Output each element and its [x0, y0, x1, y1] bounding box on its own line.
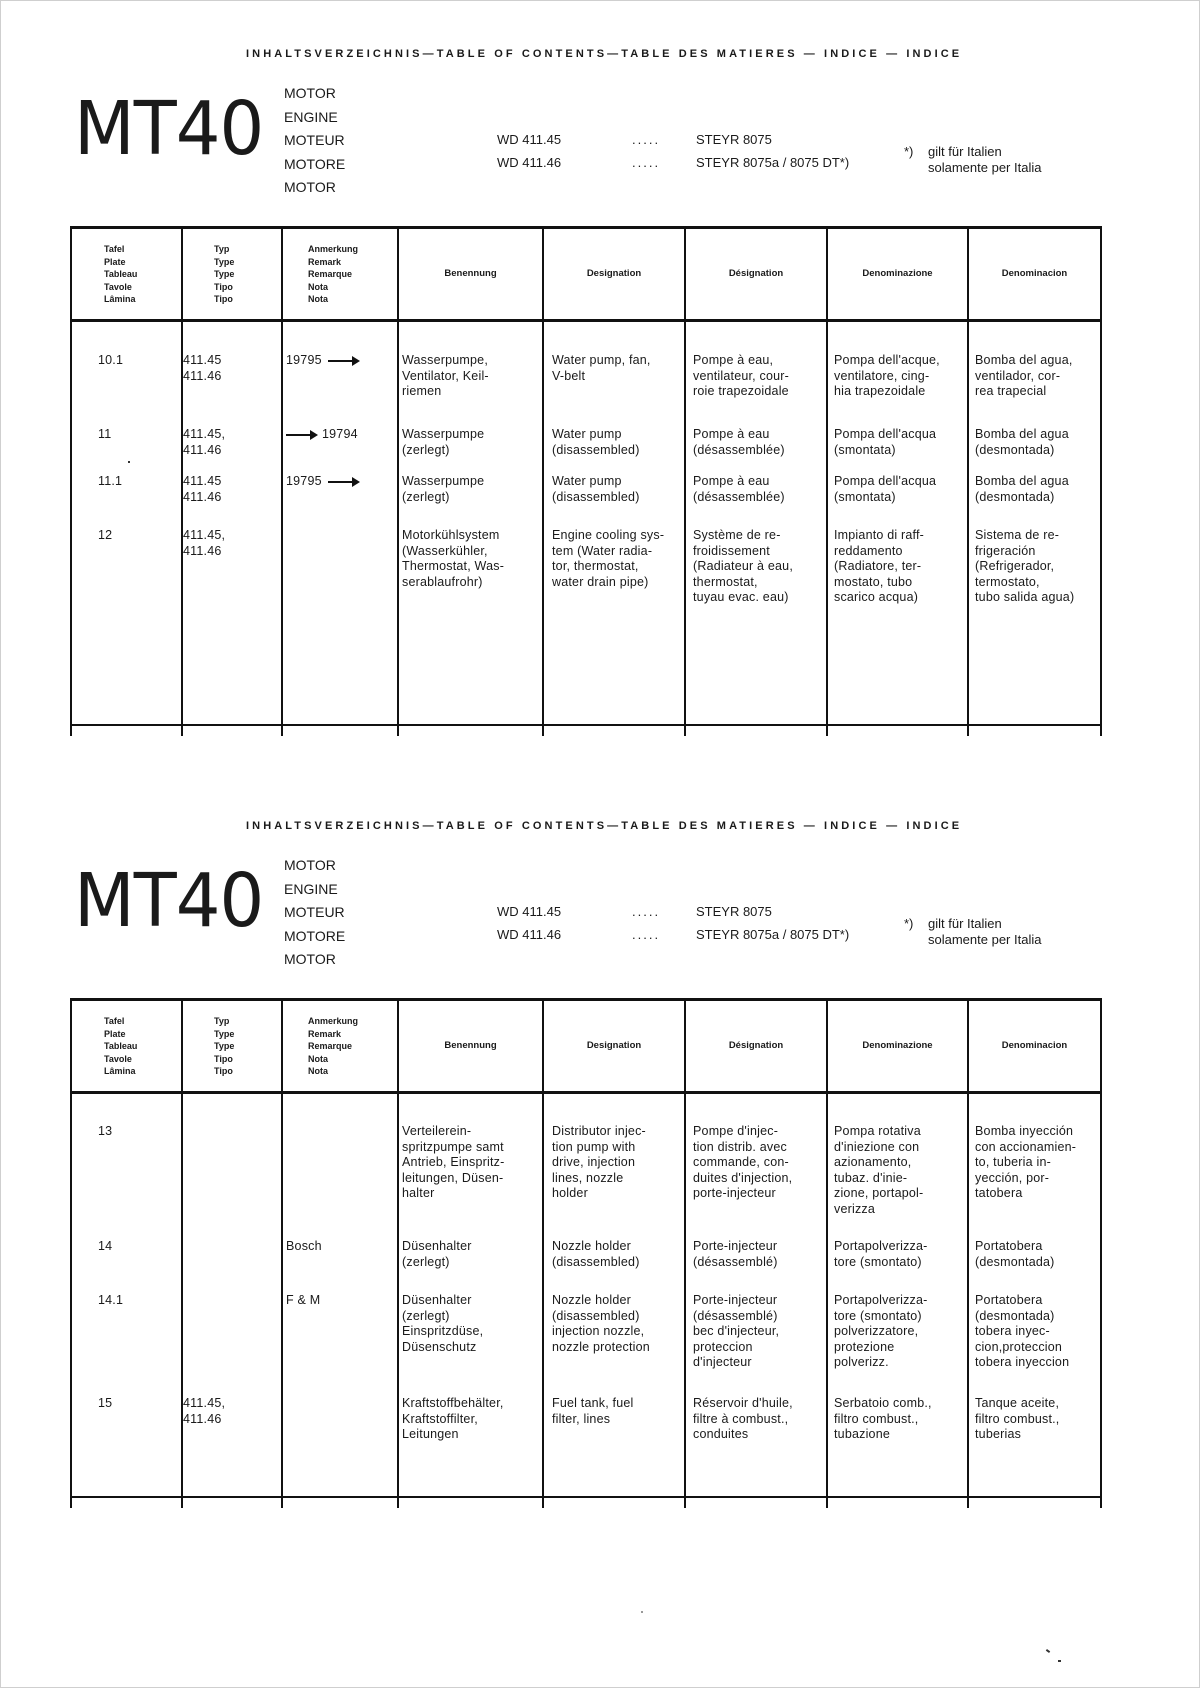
designation-fr	[693, 528, 793, 606]
cell-line: froidissement	[693, 543, 770, 558]
cell-line: holder	[552, 1186, 588, 1201]
cell-line: ventilador, cor-	[975, 368, 1061, 383]
scan-speck	[128, 461, 130, 463]
cell-line: Porte-injecteur	[693, 1293, 778, 1307]
header-designation-en: Designation	[586, 268, 642, 279]
column-rule	[684, 998, 686, 1508]
designation-fr	[693, 1239, 778, 1270]
cell-line: ventilatore, cing-	[834, 368, 930, 383]
cell-line: Water pump, fan,	[552, 353, 651, 367]
scan-speck	[1058, 1660, 1061, 1662]
cell-line: Antrieb, Einspritz-	[402, 1155, 505, 1170]
table-top-rule	[70, 226, 1102, 229]
model-code: MT40	[74, 858, 264, 944]
cell-line: tuyau evac. eau)	[693, 590, 789, 605]
footnote	[904, 916, 1041, 948]
model-number: WD 411.46	[497, 155, 562, 170]
cell-line: ventilateur, cour-	[693, 368, 790, 383]
cell-line: Kraftstoffbehälter,	[402, 1396, 504, 1410]
designation-de	[402, 427, 484, 458]
header-denominacion: Denominacion	[1001, 268, 1068, 279]
column-rule	[967, 998, 969, 1508]
plate-number: 11	[98, 427, 112, 441]
cell-line: (Radiatore, ter-	[834, 559, 922, 574]
cell-line: (Radiateur à eau,	[693, 559, 793, 574]
cell-line: thermostat,	[693, 574, 758, 589]
cell-line: (desmontada)	[975, 442, 1055, 457]
contents-table	[70, 998, 1102, 1508]
designation-de	[402, 474, 484, 505]
header-bottom-rule	[70, 1091, 1102, 1094]
cell-line: Bomba del agua	[975, 474, 1069, 488]
designation-it	[834, 1396, 932, 1443]
remark-text: 19794	[322, 427, 358, 441]
cell-line: tubo salida agua)	[975, 590, 1075, 605]
cell-line: injection nozzle,	[552, 1324, 645, 1339]
cell-line: Pompa rotativa	[834, 1124, 921, 1138]
cell-line: halter	[402, 1186, 435, 1201]
arrow-right-icon	[328, 360, 354, 362]
header-anmerkung: Anmerkung Remark Remarque Nota Nota	[308, 244, 359, 304]
column-rule	[542, 226, 544, 736]
header-designation-fr: Désignation	[728, 268, 784, 279]
table-top-rule	[70, 998, 1102, 1001]
cell-line: (Wasserkühler,	[402, 543, 488, 558]
cell-line: (zerlegt)	[402, 489, 450, 504]
column-rule	[70, 226, 72, 736]
heading-it: MOTORE	[284, 155, 346, 172]
column-rule	[70, 998, 72, 1508]
cell-line: porte-injecteur	[693, 1186, 776, 1201]
header-benennung: Benennung	[444, 268, 497, 279]
model-line	[497, 923, 849, 946]
cell-line: Bomba inyección	[975, 1124, 1074, 1138]
heading-fr: MOTEUR	[284, 132, 345, 148]
cell-line: Engine cooling sys-	[552, 528, 665, 542]
designation-es	[975, 528, 1074, 606]
designation-en	[552, 474, 640, 505]
cell-line: (disassembled)	[552, 1254, 640, 1269]
tractor-name: STEYR 8075a / 8075 DT*)	[696, 927, 850, 942]
cell-line: yección, por-	[975, 1170, 1050, 1185]
cell-line: tion distrib. avec	[693, 1139, 787, 1154]
cell-line: verizza	[834, 1201, 875, 1216]
cell-line: spritzpumpe samt	[402, 1139, 504, 1154]
designation-de	[402, 528, 504, 590]
cell-line: tore (smontato)	[834, 1308, 922, 1323]
designation-it	[834, 1293, 928, 1371]
footnote-line-1: gilt für Italien	[928, 916, 1002, 931]
plate-number: 11.1	[98, 474, 123, 488]
model-code: MT40	[74, 86, 264, 172]
cell-line: (désassemblé)	[693, 1254, 778, 1269]
designation-fr	[693, 1293, 779, 1371]
cell-line: riemen	[402, 384, 442, 399]
column-rule	[967, 226, 969, 736]
cell-line: Water pump	[552, 427, 622, 441]
header-typ: Typ Type Type Tipo Tipo	[214, 1016, 235, 1076]
cell-line: Leitungen	[402, 1427, 459, 1442]
cell-line: mostato, tubo	[834, 574, 913, 589]
toc-title: INHALTSVERZEICHNIS—TABLE OF CONTENTS—TABLE DES MATIERES — INDICE — INDICE	[246, 820, 963, 832]
remark-cell	[286, 474, 354, 490]
cell-line: Pompe à eau	[693, 474, 770, 488]
cell-line: (désassemblée)	[693, 489, 785, 504]
cell-line: (disassembled)	[552, 489, 640, 504]
footnote-line-2: solamente per Italia	[928, 932, 1042, 947]
heading-es: MOTOR	[284, 179, 336, 195]
cell-line: protezione	[834, 1339, 895, 1354]
designation-en	[552, 528, 664, 590]
heading-es: MOTOR	[284, 951, 336, 967]
cell-line: (Refrigerador,	[975, 559, 1055, 574]
cell-line: filtro combust.,	[834, 1411, 919, 1426]
designation-en	[552, 427, 640, 458]
cell-line: 411.45	[183, 474, 222, 488]
type-cell	[183, 474, 222, 505]
cell-line: Portatobera	[975, 1293, 1043, 1307]
cell-line: Bomba del agua	[975, 427, 1069, 441]
heading-de: MOTOR	[284, 85, 336, 101]
type-cell	[183, 353, 222, 384]
arrow-right-icon	[286, 434, 312, 436]
cell-line: duites d'injection,	[693, 1170, 793, 1185]
cell-line: (desmontada)	[975, 489, 1055, 504]
cell-line: zione, portapol-	[834, 1186, 924, 1201]
type-cell	[183, 427, 225, 458]
cell-line: 411.46	[183, 442, 222, 457]
tractor-name: STEYR 8075	[696, 904, 772, 919]
column-rule	[397, 226, 399, 736]
cell-line: roie trapezoidale	[693, 384, 789, 399]
model-line	[497, 151, 849, 174]
cell-line: Portatobera	[975, 1239, 1043, 1253]
cell-line: bec d'injecteur,	[693, 1324, 780, 1339]
designation-de	[402, 1239, 472, 1270]
cell-line: Pompa dell'acque,	[834, 353, 940, 367]
cell-line: Portapolverizza-	[834, 1293, 928, 1307]
leader-dots: .....	[632, 132, 661, 147]
cell-line: tobera inyec-	[975, 1324, 1050, 1339]
designation-de	[402, 1396, 504, 1443]
cell-line: filter, lines	[552, 1411, 611, 1426]
cell-line: Fuel tank, fuel	[552, 1396, 634, 1410]
cell-line: rea trapecial	[975, 384, 1047, 399]
leader-dots: .....	[632, 155, 661, 170]
header-bottom-rule	[70, 319, 1102, 322]
designation-de	[402, 1124, 504, 1202]
toc-page-2	[0, 820, 1200, 1580]
designation-es	[975, 474, 1069, 505]
footnote-line-2: solamente per Italia	[928, 160, 1042, 175]
designation-en	[552, 1396, 634, 1427]
cell-line: nozzle protection	[552, 1339, 650, 1354]
column-rule	[542, 998, 544, 1508]
plate-number: 15	[98, 1396, 113, 1410]
cell-line: conduites	[693, 1427, 749, 1442]
tractor-name: STEYR 8075a / 8075 DT*)	[696, 155, 850, 170]
footnote	[904, 144, 1041, 176]
scan-speck	[641, 1611, 643, 1613]
model-line	[497, 128, 849, 151]
designation-en	[552, 1124, 646, 1202]
cell-line: tion pump with	[552, 1139, 636, 1154]
cell-line: (zerlegt)	[402, 1254, 450, 1269]
cell-line: (desmontada)	[975, 1254, 1055, 1269]
remark-cell	[286, 1293, 320, 1309]
header-benennung: Benennung	[444, 1040, 497, 1051]
cell-line: Motorkühlsystem	[402, 528, 500, 542]
cell-line: Nozzle holder	[552, 1293, 632, 1307]
cell-line: Distributor injec-	[552, 1124, 646, 1138]
cell-line: con accionamien-	[975, 1139, 1077, 1154]
model-number: WD 411.46	[497, 927, 562, 942]
designation-it	[834, 528, 924, 606]
cell-line: Système de re-	[693, 528, 781, 542]
column-rule	[826, 998, 828, 1508]
header-denominazione: Denominazione	[862, 1040, 933, 1051]
leader-dots: .....	[632, 904, 661, 919]
cell-line: polverizz.	[834, 1355, 889, 1370]
table-bottom-rule	[70, 1496, 1102, 1498]
table-bottom-rule	[70, 724, 1102, 726]
designation-fr	[693, 353, 789, 400]
designation-fr	[693, 474, 785, 505]
designation-es	[975, 1293, 1069, 1371]
header-designation-en: Designation	[586, 1040, 642, 1051]
cell-line: Pompe à eau	[693, 427, 770, 441]
cell-line: drive, injection	[552, 1155, 636, 1170]
model-list	[497, 128, 849, 174]
cell-line: Serbatoio comb.,	[834, 1396, 932, 1410]
type-cell	[183, 528, 225, 559]
designation-en	[552, 353, 651, 384]
cell-line: to, tuberia in-	[975, 1155, 1051, 1170]
header-anmerkung: Anmerkung Remark Remarque Nota Nota	[308, 1016, 359, 1076]
plate-number: 14.1	[98, 1293, 124, 1307]
header-typ: Typ Type Type Tipo Tipo	[214, 244, 235, 304]
cell-line: Impianto di raff-	[834, 528, 925, 542]
toc-title: INHALTSVERZEICHNIS—TABLE OF CONTENTS—TABLE DES MATIERES — INDICE — INDICE	[246, 48, 963, 60]
heading-it: MOTORE	[284, 927, 346, 944]
remark-text: 19795	[286, 474, 322, 488]
designation-fr	[693, 427, 785, 458]
designation-it	[834, 427, 936, 458]
cell-line: V-belt	[552, 368, 586, 383]
toc-page-1	[0, 48, 1200, 808]
cell-line: Wasserpumpe,	[402, 353, 488, 367]
footnote-mark: *)	[904, 916, 914, 931]
cell-line: leitungen, Düsen-	[402, 1170, 504, 1185]
model-list	[497, 900, 849, 946]
column-rule	[397, 998, 399, 1508]
cell-line: tuberias	[975, 1427, 1022, 1442]
cell-line: d'injecteur	[693, 1355, 752, 1370]
remark-text: F & M	[286, 1293, 321, 1307]
designation-en	[552, 1293, 650, 1355]
cell-line: (desmontada)	[975, 1308, 1055, 1323]
arrow-right-icon	[328, 481, 354, 483]
cell-line: (zerlegt)	[402, 442, 450, 457]
type-cell	[183, 1396, 225, 1427]
header-tafel: Tafel Plate Tableau Tavole Lâmina	[104, 1016, 138, 1076]
designation-fr	[693, 1124, 792, 1202]
cell-line: Pompe à eau,	[693, 353, 774, 367]
cell-line: filtre à combust.,	[693, 1411, 789, 1426]
heading-en: ENGINE	[284, 880, 338, 897]
cell-line: Düsenhalter	[402, 1239, 472, 1253]
cell-line: polverizzatore,	[834, 1324, 919, 1339]
contents-table	[70, 226, 1102, 736]
cell-line: 411.46	[183, 368, 222, 383]
section-heading-list	[284, 82, 345, 200]
cell-line: hia trapezoidale	[834, 384, 926, 399]
cell-line: 411.45	[183, 353, 222, 367]
cell-line: (désassemblé)	[693, 1308, 778, 1323]
cell-line: Porte-injecteur	[693, 1239, 778, 1253]
cell-line: serablaufrohr)	[402, 574, 483, 589]
cell-line: proteccion	[693, 1339, 753, 1354]
cell-line: Water pump	[552, 474, 622, 488]
cell-line: tem (Water radia-	[552, 543, 653, 558]
cell-line: Wasserpumpe	[402, 427, 485, 441]
cell-line: (smontata)	[834, 489, 896, 504]
cell-line: (désassemblée)	[693, 442, 785, 457]
cell-line: reddamento	[834, 543, 903, 558]
plate-number: 12	[98, 528, 113, 542]
column-rule	[281, 226, 283, 736]
model-number: WD 411.45	[497, 132, 562, 147]
leader-dots: .....	[632, 927, 661, 942]
cell-line: (disassembled)	[552, 1308, 640, 1323]
cell-line: water drain pipe)	[552, 574, 649, 589]
cell-line: Thermostat, Was-	[402, 559, 505, 574]
plate-number: 13	[98, 1124, 113, 1138]
plate-number: 14	[98, 1239, 113, 1253]
cell-line: Ventilator, Keil-	[402, 368, 489, 383]
cell-line: Pompa dell'acqua	[834, 427, 937, 441]
cell-line: Verteilerein-	[402, 1124, 472, 1138]
model-number: WD 411.45	[497, 904, 562, 919]
remark-cell	[286, 353, 354, 369]
cell-line: cion,proteccion	[975, 1339, 1063, 1354]
designation-it	[834, 1239, 928, 1270]
cell-line: d'iniezione con	[834, 1139, 920, 1154]
cell-line: 411.46	[183, 1411, 222, 1426]
cell-line: Pompa dell'acqua	[834, 474, 937, 488]
cell-line: Düsenhalter	[402, 1293, 472, 1307]
cell-line: 411.45,	[183, 1396, 226, 1410]
cell-line: 411.46	[183, 489, 222, 504]
designation-es	[975, 353, 1073, 400]
cell-line: (disassembled)	[552, 442, 640, 457]
cell-line: tor, thermostat,	[552, 559, 639, 574]
cell-line: Einspritzdüse,	[402, 1324, 484, 1339]
footnote-line-1: gilt für Italien	[928, 144, 1002, 159]
cell-line: Wasserpumpe	[402, 474, 485, 488]
column-rule	[684, 226, 686, 736]
cell-line: frigeración	[975, 543, 1036, 558]
tractor-name: STEYR 8075	[696, 132, 772, 147]
cell-line: commande, con-	[693, 1155, 789, 1170]
model-line	[497, 900, 849, 923]
designation-de	[402, 1293, 483, 1355]
heading-en: ENGINE	[284, 108, 338, 125]
column-rule	[1100, 998, 1102, 1508]
cell-line: Sistema de re-	[975, 528, 1060, 542]
designation-es	[975, 427, 1069, 458]
cell-line: tubaz. d'inie-	[834, 1170, 908, 1185]
cell-line: tatobera	[975, 1186, 1023, 1201]
cell-line: Réservoir d'huile,	[693, 1396, 793, 1410]
column-rule	[826, 226, 828, 736]
header-denominacion: Denominacion	[1001, 1040, 1068, 1051]
column-rule	[281, 998, 283, 1508]
cell-line: filtro combust.,	[975, 1411, 1060, 1426]
cell-line: (zerlegt)	[402, 1308, 450, 1323]
heading-de: MOTOR	[284, 857, 336, 873]
designation-fr	[693, 1396, 793, 1443]
cell-line: 411.45,	[183, 528, 226, 542]
cell-line: lines, nozzle	[552, 1170, 624, 1185]
designation-de	[402, 353, 489, 400]
cell-line: scarico acqua)	[834, 590, 919, 605]
header-designation-fr: Désignation	[728, 1040, 784, 1051]
section-heading-list	[284, 854, 345, 972]
cell-line: Portapolverizza-	[834, 1239, 928, 1253]
remark-cell	[286, 1239, 322, 1255]
header-tafel: Tafel Plate Tableau Tavole Lâmina	[104, 244, 138, 304]
designation-es	[975, 1239, 1055, 1270]
cell-line: tubazione	[834, 1427, 891, 1442]
cell-line: Bomba del agua,	[975, 353, 1073, 367]
designation-es	[975, 1396, 1059, 1443]
header-denominazione: Denominazione	[862, 268, 933, 279]
column-rule	[181, 998, 183, 1508]
cell-line: tore (smontato)	[834, 1254, 922, 1269]
cell-line: (smontata)	[834, 442, 896, 457]
cell-line: Düsenschutz	[402, 1339, 477, 1354]
heading-fr: MOTEUR	[284, 904, 345, 920]
designation-en	[552, 1239, 640, 1270]
cell-line: termostato,	[975, 574, 1040, 589]
cell-line: Pompe d'injec-	[693, 1124, 779, 1138]
cell-line: tobera inyeccion	[975, 1355, 1070, 1370]
designation-es	[975, 1124, 1076, 1202]
remark-text: Bosch	[286, 1239, 322, 1253]
cell-line: 411.45,	[183, 427, 226, 441]
cell-line: azionamento,	[834, 1155, 912, 1170]
cell-line: Kraftstoffilter,	[402, 1411, 478, 1426]
remark-text: 19795	[286, 353, 322, 367]
cell-line: 411.46	[183, 543, 222, 558]
plate-number: 10.1	[98, 353, 124, 367]
designation-it	[834, 1124, 923, 1218]
column-rule	[1100, 226, 1102, 736]
designation-it	[834, 353, 940, 400]
cell-line: Tanque aceite,	[975, 1396, 1060, 1410]
footnote-mark: *)	[904, 144, 914, 159]
cell-line: Nozzle holder	[552, 1239, 632, 1253]
designation-it	[834, 474, 936, 505]
remark-cell	[286, 427, 358, 443]
